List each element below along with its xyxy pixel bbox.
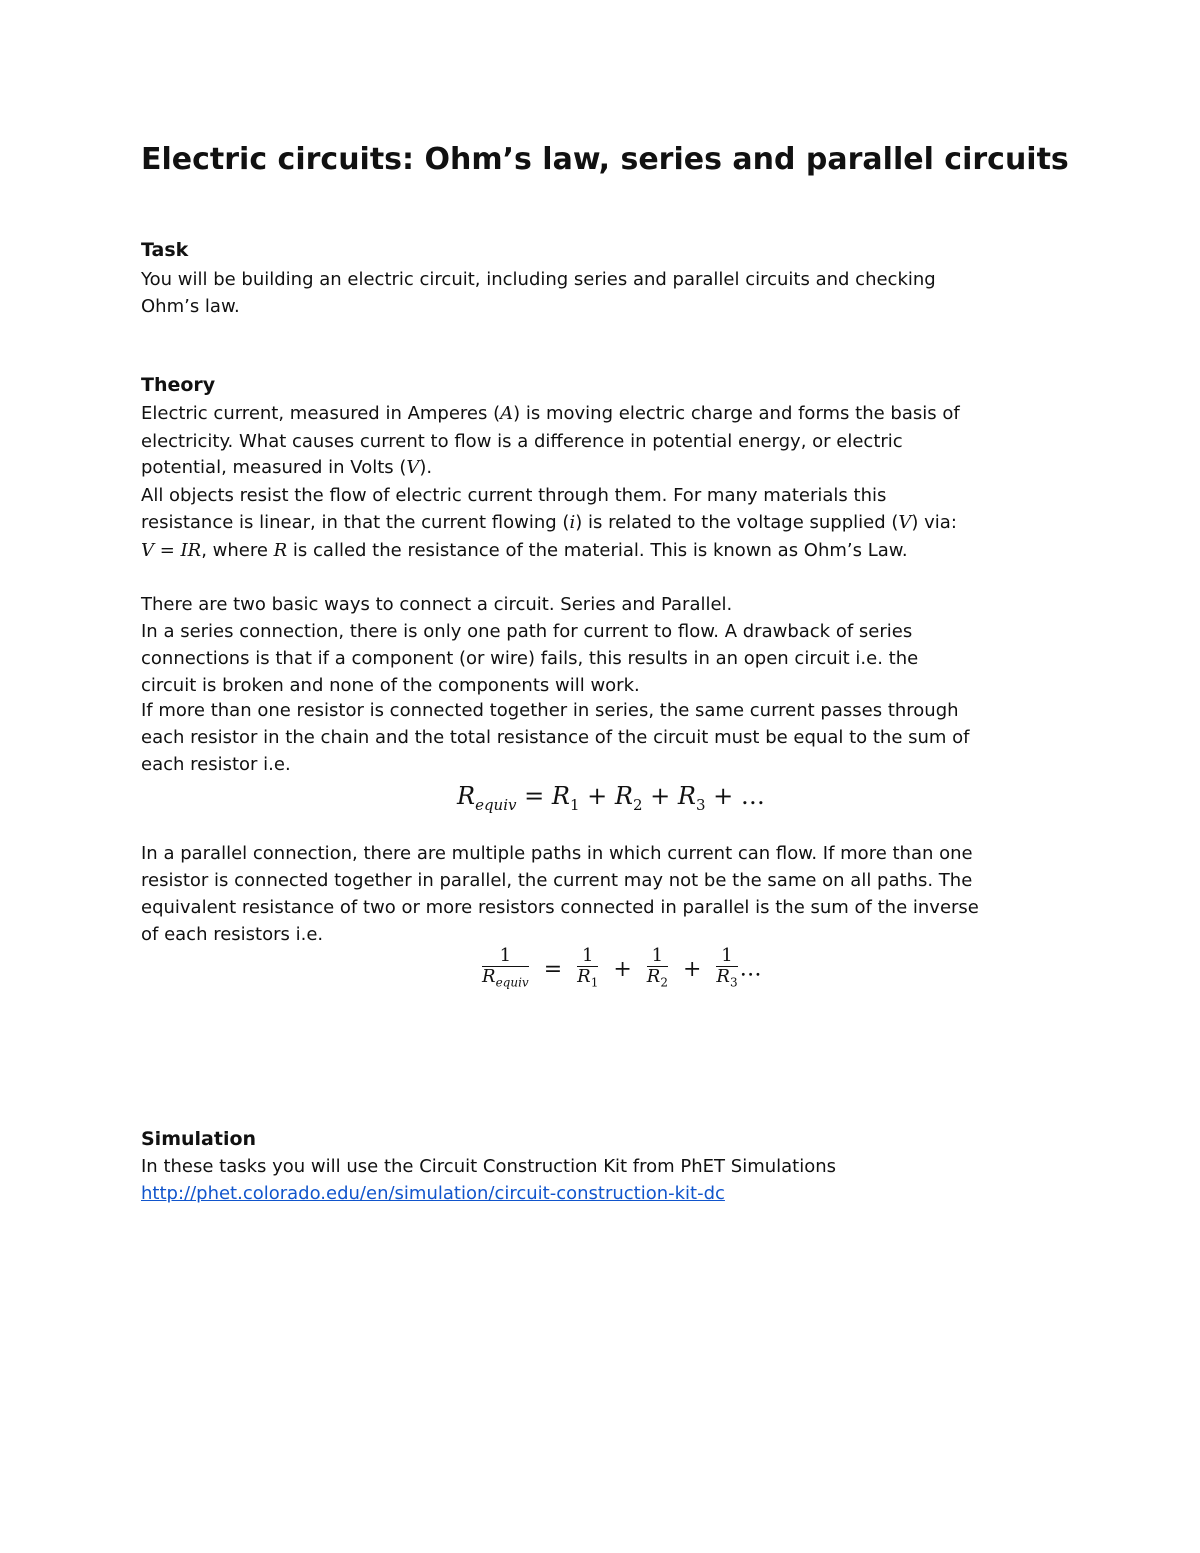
parallel-eq-r3: R	[716, 966, 730, 987]
phet-simulation-link[interactable]: http://phet.colorado.edu/en/simulation/circuit-construction-kit-dc	[141, 1183, 725, 1204]
parallel-resistance-equation	[480, 946, 762, 993]
theory-line-6	[141, 539, 908, 563]
page-title: Electric circuits: Ohm’s law, series and parallel circuits	[141, 142, 1069, 177]
series-line-5: If more than one resistor is connected together in series, the same current passes through	[141, 700, 959, 721]
task-heading: Task	[141, 239, 189, 261]
parallel-eq-tail: …	[739, 956, 762, 982]
parallel-line-4: of each resistors i.e.	[141, 924, 324, 945]
series-eq-plus-1: +	[579, 782, 615, 810]
parallel-line-1: In a parallel connection, there are multiple paths in which current can flow. If more than one	[141, 843, 973, 864]
parallel-eq-equals: =	[543, 956, 563, 982]
theory-line-3	[141, 456, 432, 480]
theory-line-5	[141, 511, 957, 535]
theory-line-6-text-b: is called the resistance of the material. This is known as Ohm’s Law.	[287, 540, 908, 561]
theory-line-6-text-a: , where	[201, 540, 274, 561]
task-text-line-2: Ohm’s law.	[141, 296, 240, 317]
volt-symbol: V	[406, 457, 420, 478]
parallel-eq-fraction-3	[716, 946, 737, 993]
series-eq-tail: + …	[705, 782, 765, 810]
parallel-eq-r2: R	[646, 966, 661, 987]
parallel-eq-fraction-2-numerator: 1	[647, 946, 668, 967]
parallel-eq-fraction-3-numerator: 1	[716, 946, 737, 967]
theory-heading: Theory	[141, 374, 216, 396]
resistance-symbol: R	[273, 540, 288, 561]
theory-line-3-text-b: ).	[419, 457, 433, 478]
series-line-2: In a series connection, there is only one path for current to flow. A drawback of series	[141, 621, 913, 642]
theory-line-1-text-b: ) is moving electric charge and forms the basis of	[513, 403, 960, 424]
parallel-eq-r1: R	[577, 966, 591, 987]
series-line-4: circuit is broken and none of the components will work.	[141, 675, 640, 696]
parallel-eq-fraction-1	[577, 946, 598, 993]
series-eq-equals: =	[516, 782, 552, 810]
series-eq-r2-sub: 2	[632, 795, 643, 814]
ampere-symbol: A	[500, 403, 514, 424]
simulation-text: In these tasks you will use the Circuit Construction Kit from PhET Simulations	[141, 1156, 837, 1177]
series-eq-lhs-sub: equiv	[475, 795, 517, 814]
theory-line-3-text-a: potential, measured in Volts (	[141, 457, 407, 478]
parallel-eq-r3-sub: 3	[729, 975, 738, 990]
current-symbol: i	[569, 512, 576, 533]
parallel-line-3: equivalent resistance of two or more resistors connected in parallel is the sum of the inverse	[141, 897, 979, 918]
series-eq-plus-2: +	[642, 782, 678, 810]
simulation-heading: Simulation	[141, 1128, 257, 1150]
parallel-eq-r1-sub: 1	[590, 975, 599, 990]
parallel-eq-fraction-2	[647, 946, 668, 993]
theory-line-2: electricity. What causes current to flow is a difference in potential energy, or electric	[141, 431, 903, 452]
parallel-eq-lhs-r: R	[482, 966, 496, 987]
theory-line-5-text-b: ) is related to the voltage supplied (	[575, 512, 899, 533]
parallel-line-2: resistor is connected together in parallel, the current may not be the same on all paths. The	[141, 870, 973, 891]
parallel-eq-fraction-1-numerator: 1	[577, 946, 598, 967]
parallel-eq-r2-sub: 2	[660, 975, 668, 990]
simulation-link-line	[141, 1182, 725, 1206]
parallel-eq-fraction-1-denominator	[577, 967, 598, 993]
parallel-eq-lhs-denominator	[482, 967, 529, 993]
series-line-1: There are two basic ways to connect a circuit. Series and Parallel.	[141, 594, 733, 615]
series-line-6: each resistor in the chain and the total resistance of the circuit must be equal to the sum of	[141, 727, 970, 748]
voltage-symbol: V	[898, 512, 912, 533]
series-eq-r1: R	[551, 782, 570, 810]
task-text-line-1: You will be building an electric circuit, including series and parallel circuits and checking	[141, 269, 936, 290]
parallel-eq-lhs-numerator: 1	[482, 946, 529, 967]
theory-line-4: All objects resist the flow of electric current through them. For many materials this	[141, 485, 887, 506]
theory-line-1	[141, 402, 960, 426]
parallel-eq-plus-2: +	[682, 956, 702, 982]
series-eq-r3-sub: 3	[695, 795, 706, 814]
series-line-3: connections is that if a component (or wire) fails, this results in an open circuit i.e. the	[141, 648, 919, 669]
ohms-law-equation: V = IR	[141, 540, 202, 561]
parallel-eq-fraction-2-denominator	[647, 967, 668, 993]
series-eq-r1-sub: 1	[569, 795, 580, 814]
parallel-eq-lhs-fraction	[482, 946, 529, 993]
theory-line-1-text-a: Electric current, measured in Amperes (	[141, 403, 501, 424]
series-eq-r3: R	[677, 782, 696, 810]
series-eq-lhs: R	[457, 782, 476, 810]
series-resistance-equation	[457, 782, 765, 814]
series-line-7: each resistor i.e.	[141, 754, 291, 775]
theory-line-5-text-a: resistance is linear, in that the current flowing (	[141, 512, 570, 533]
parallel-eq-fraction-3-denominator	[716, 967, 737, 993]
parallel-eq-plus-1: +	[613, 956, 632, 982]
series-eq-r2: R	[614, 782, 633, 810]
parallel-eq-lhs-sub: equiv	[495, 975, 529, 990]
theory-line-5-text-c: ) via:	[911, 512, 957, 533]
